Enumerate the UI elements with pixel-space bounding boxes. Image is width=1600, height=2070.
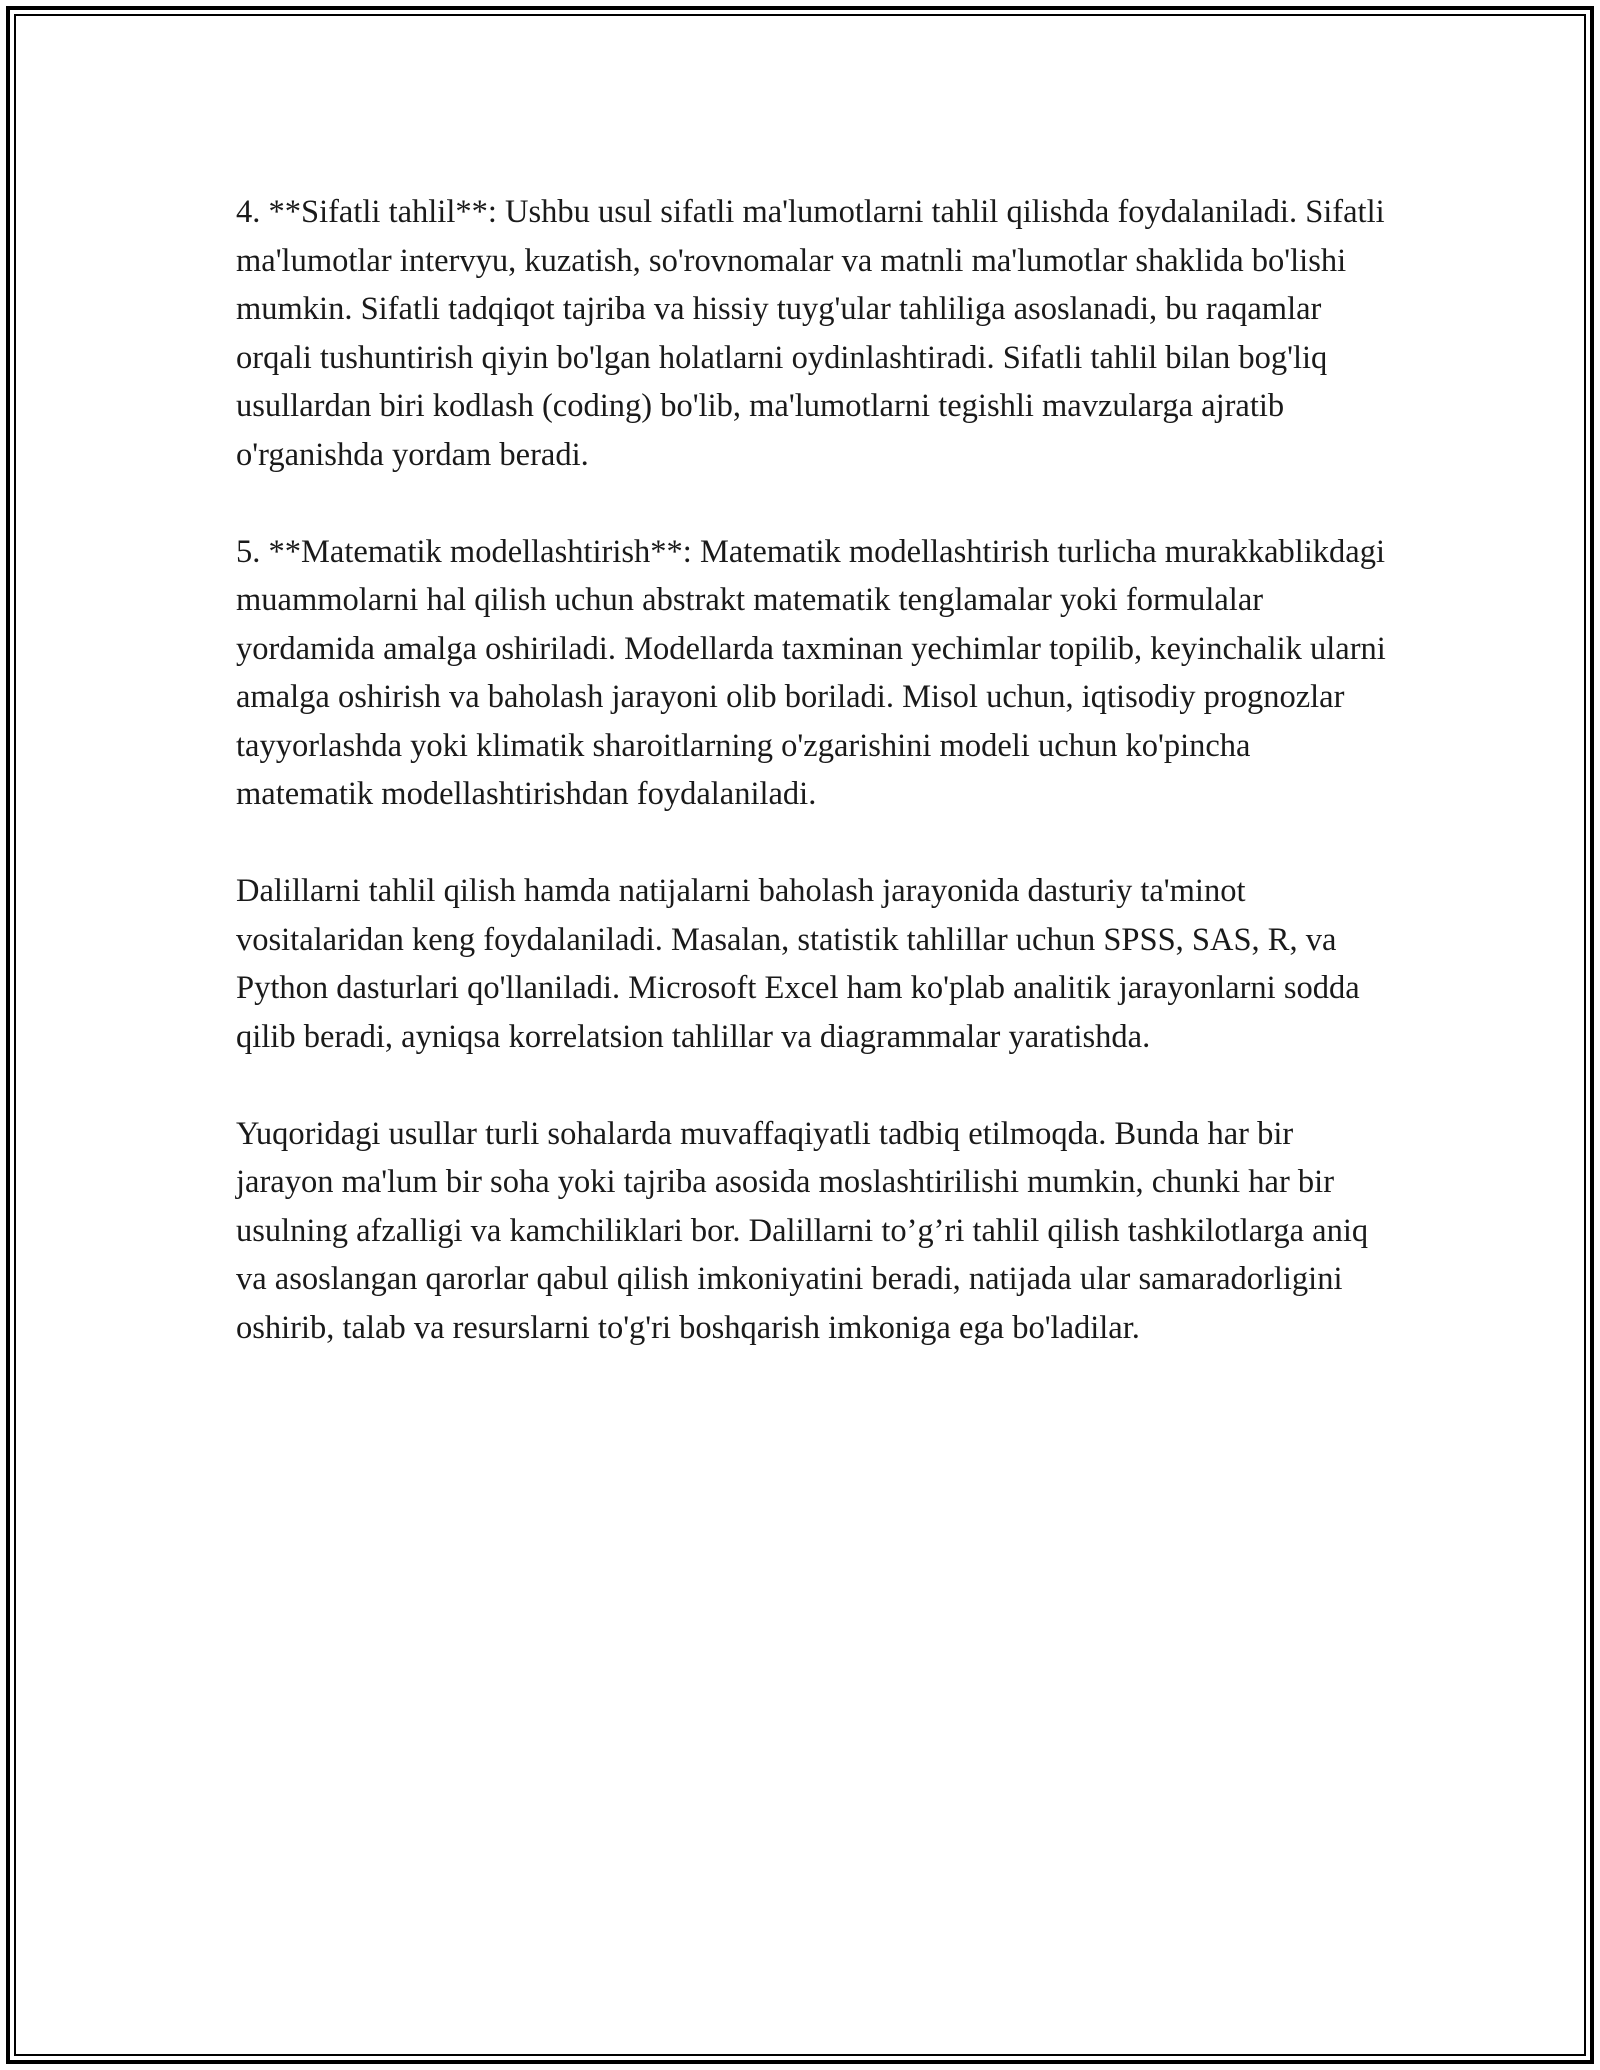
document-body (236, 188, 1386, 1352)
paragraph-dasturiy-taminot: Dalillarni tahlil qilish hamda natijalarni baholash jarayonida dasturiy ta'minot vositalaridan keng foydalaniladi. Masalan, statistik tahlillar uchun SPSS, SAS, R, va Python dasturlari qo'llaniladi. Microsoft Excel ham ko'plab analitik jarayonlarni sodda qilib beradi, ayniqsa korrelatsion tahlillar va diagrammalar yaratishda. (236, 873, 1360, 1055)
paragraph-sifatli-tahlil: 4. **Sifatli tahlil**: Ushbu usul sifatli ma'lumotlarni tahlil qilishda foydalaniladi. Sifatli ma'lumotlar intervyu, kuzatish, so'rovnomalar va matnli ma'lumotlar shaklida bo'lishi mumkin. Sifatli tadqiqot tajriba va hissiy tuyg'ular tahliliga asoslanadi, bu raqamlar orqali tushuntirish qiyin bo'lgan holatlarni oydinlashtiradi. Sifatli tahlil bilan bog'liq usullardan biri kodlash (coding) bo'lib, ma'lumotlarni tegishli mavzularga ajratib o'rganishda yordam beradi. (236, 194, 1385, 473)
paragraph-matematik-modellashtirish: 5. **Matematik modellashtirish**: Matematik modellashtirish turlicha murakkablikdagi muammolarni hal qilish uchun abstrakt matematik tenglamalar yoki formulalar yordamida amalga oshiriladi. Modellarda taxminan yechimlar topilib, keyinchalik ularni amalga oshirish va baholash jarayoni olib boriladi. Misol uchun, iqtisodiy prognozlar tayyorlashda yoki klimatik sharoitlarning o'zgarishini modeli uchun ko'pincha matematik modellashtirishdan foydalaniladi. (236, 533, 1386, 812)
paragraph-xulosa: Yuqoridagi usullar turli sohalarda muvaffaqiyatli tadbiq etilmoqda. Bunda har bir jarayon ma'lum bir soha yoki tajriba asosida moslashtirilishi mumkin, chunki har bir usulning afzalligi va kamchiliklari bor. Dalillarni to’g’ri tahlil qilish tashkilotlarga aniq va asoslangan qarorlar qabul qilish imkoniyatini beradi, natijada ular samaradorligini oshirib, talab va resurslarni to'g'ri boshqarish imkoniga ega bo'ladilar. (236, 1115, 1369, 1346)
